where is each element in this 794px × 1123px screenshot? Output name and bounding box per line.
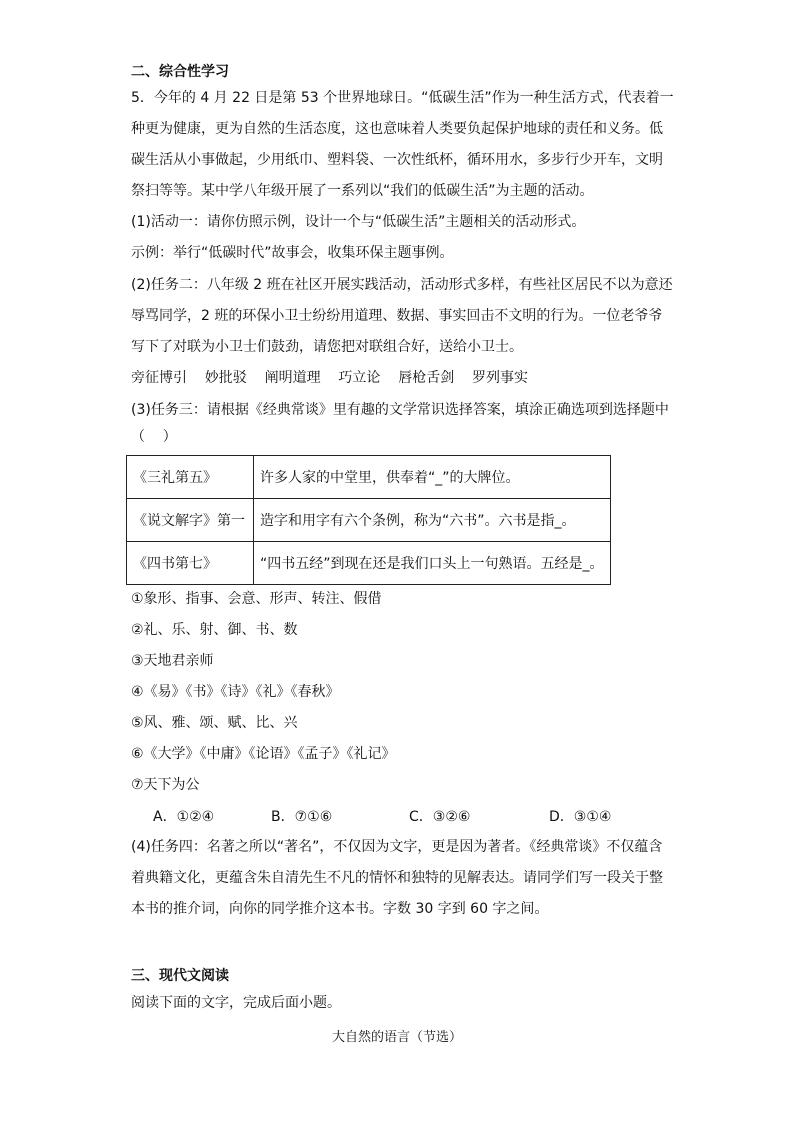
list-item: ⑤风、雅、颂、赋、比、兴: [131, 715, 298, 731]
article-title: 大自然的语言（节选）: [331, 1030, 462, 1045]
task-4-text-line: 着典籍文化，更蕴含朱自清先生不凡的情怀和独特的见解表达。请同学们写一段关于整: [131, 870, 663, 886]
question-text-line: 种更为健康，更为自然的生活态度，这也意味着人类要负起保护地球的责任和义务。低: [131, 121, 663, 137]
list-item: ②礼、乐、射、御、书、数: [131, 622, 298, 638]
task-2-text-line: 写下了对联为小卫士们鼓劲，请您把对联组合好，送给小卫士。: [131, 339, 523, 355]
choice-option-d: D．③①④: [549, 809, 612, 825]
question-text-line: 祭扫等等。某中学八年级开展了一系列以“我们的低碳生活”为主题的活动。: [131, 183, 594, 199]
choice-option-b: B．⑦①⑥: [271, 809, 333, 825]
list-item: ①象形、指事、会意、形声、转注、假借: [131, 591, 382, 607]
table-cell: 《说文解字》第一: [127, 499, 254, 542]
reading-instruction: 阅读下面的文字，完成后面小题。: [131, 995, 341, 1011]
literature-table: [126, 455, 611, 585]
list-item: ⑦天下为公: [131, 777, 200, 793]
choice-option-c: C．③②⑥: [409, 809, 471, 825]
table-cell: 许多人家的中堂里，供奉着“_”的大牌位。: [254, 456, 611, 499]
table-row: [127, 542, 611, 585]
choice-option-a: A．①②④: [153, 809, 215, 825]
table-row: [127, 456, 611, 499]
table-cell: 造字和用字有六个条例，称为“六书”。六书是指_。: [254, 499, 611, 542]
question-text-line: 5．今年的 4 月 22 日是第 53 个世界地球日。“低碳生活”作为一种生活方式，代表着一: [131, 90, 674, 106]
table-row: [127, 499, 611, 542]
section-heading: 二、综合性学习: [131, 64, 229, 80]
task-4-text-line: 本书的推介词，向你的同学推介这本书。字数 30 字到 60 字之间。: [131, 901, 549, 917]
task-2-text-line: (2)任务二：八年级 2 班在社区开展实践活动，活动形式多样，有些社区居民不以为意还: [131, 277, 673, 293]
table-cell: 《四书第七》: [127, 542, 254, 585]
list-item: ③天地君亲师: [131, 653, 214, 669]
list-item: ⑥《大学》《中庸》《论语》《孟子》《礼记》: [131, 746, 396, 762]
task-1-text: (1)活动一：请你仿照示例，设计一个与“低碳生活”主题相关的活动形式。: [131, 214, 586, 230]
table-cell: “四书五经”到现在还是我们口头上一句熟语。五经是_。: [254, 542, 611, 585]
question-text-line: 碳生活从小事做起，少用纸巾、塑料袋、一次性纸杯，循环用水，多步行少开车，文明: [131, 152, 663, 168]
example-text: 示例：举行“低碳时代”故事会，收集环保主题事例。: [131, 245, 454, 261]
list-item: ④《易》《书》《诗》《礼》《春秋》: [131, 684, 340, 700]
task-4-text-line: (4)任务四：名著之所以“著名”，不仅因为文字，更是因为著者。《经典常谈》不仅蕴含: [131, 839, 663, 855]
answer-bracket: （ ）: [131, 429, 177, 445]
task-2-text-line: 辱骂同学，2 班的环保小卫士纷纷用道理、数据、事实回击不文明的行为。一位老爷爷: [131, 308, 663, 324]
table-cell: 《三礼第五》: [127, 456, 254, 499]
couplet-phrases: 旁征博引 妙批驳 阐明道理 巧立论 唇枪舌剑 罗列事实: [131, 370, 529, 386]
section-heading: 三、现代文阅读: [131, 968, 229, 984]
task-3-text-line: (3)任务三：请根据《经典常谈》里有趣的文学常识选择答案，填涂正确选项到选择题中: [131, 402, 669, 418]
